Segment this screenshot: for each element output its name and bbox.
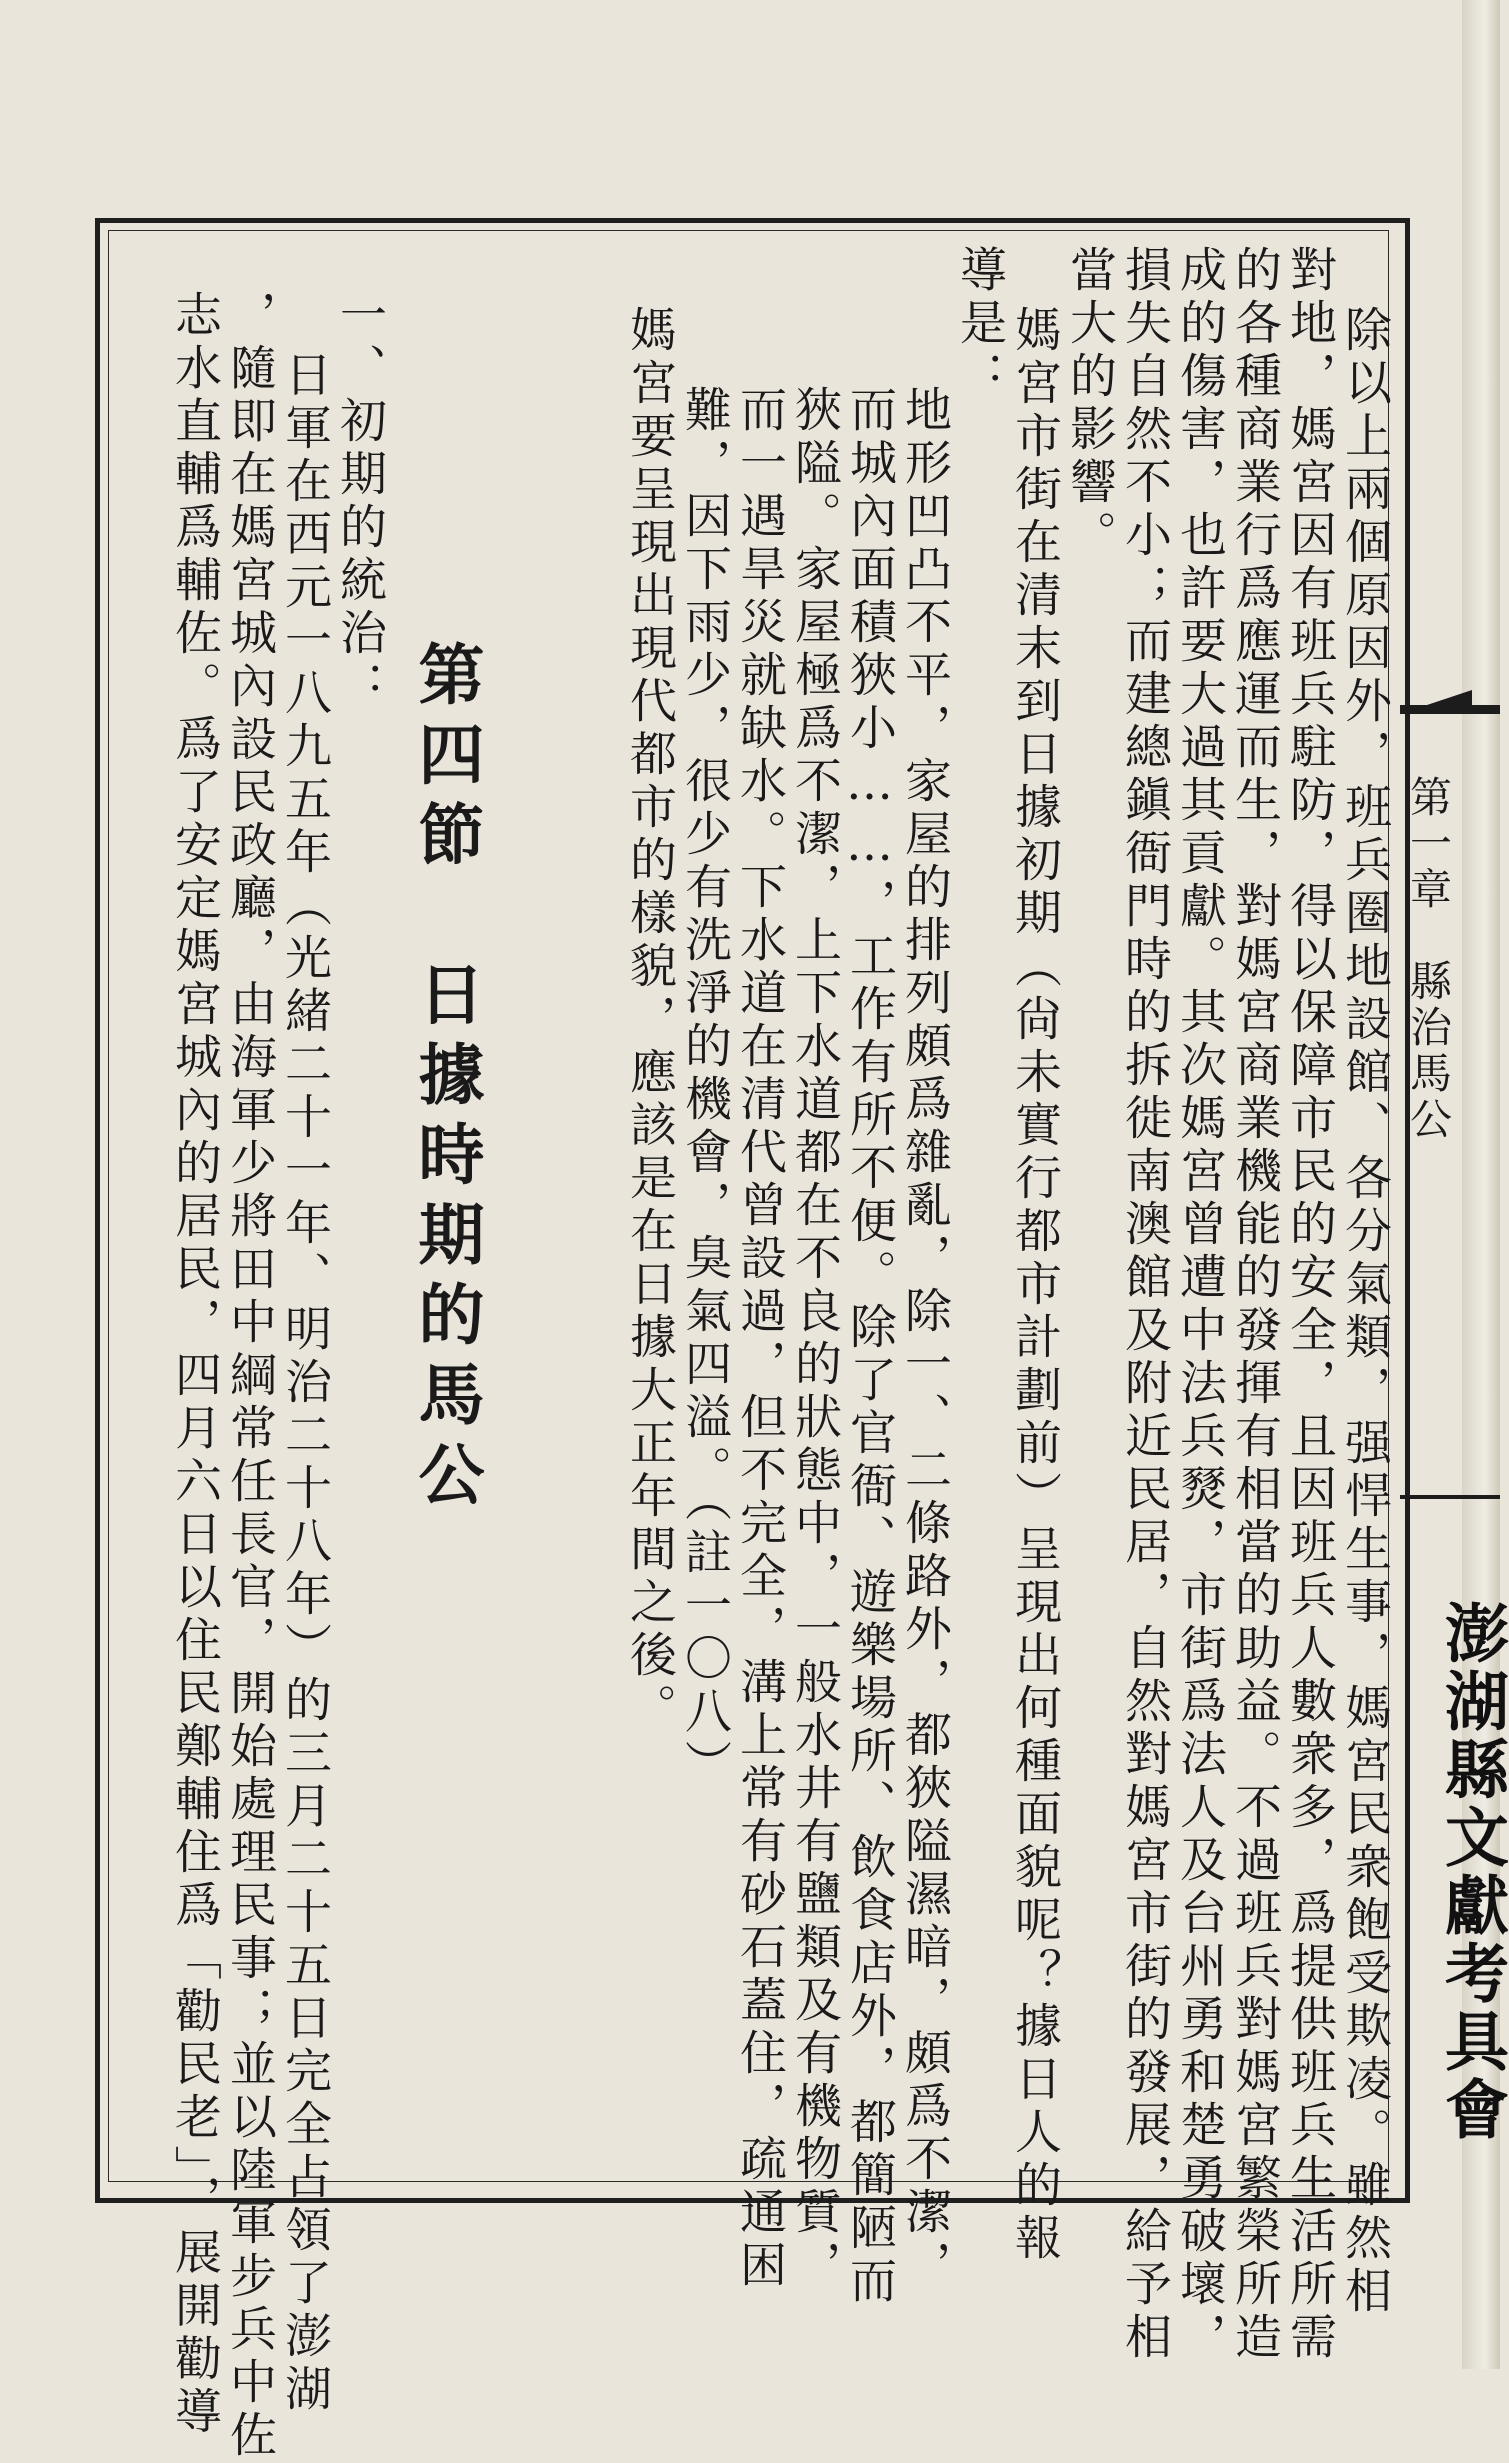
quote-column: 地形凹凸不平，家屋的排列頗爲雜亂，除一、二條路外，都狹隘濕暗，頗爲不潔， xyxy=(897,385,952,2293)
text-column: 日軍在西元一八九五年（光緒二十一年、明治二十八年）的三月二十五日完全占領了澎湖 xyxy=(277,350,332,2417)
quote-column: 難，因下雨少，很少有洗淨的機會，臭氣四溢。（註一〇八） xyxy=(677,385,732,1793)
header-rule-bottom xyxy=(1400,1495,1500,1499)
running-header: 第一章 縣治馬公 xyxy=(1404,775,1453,1143)
text-column: 成的傷害，也許要大過其貢獻。其次媽宮曾遭中法兵燹，市街爲法人及台州勇和楚勇破壞， xyxy=(1172,245,1227,2365)
text-column: 損失自然不小；而建總鎭衙門時的拆徙南澳館及附近民居，自然對媽宮市街的發展，給予相 xyxy=(1117,245,1172,2365)
text-column: 志水直輔爲輔佐。爲了安定媽宮城內的居民，四月六日以住民鄭輔住爲「勸民老」，展開勸導 xyxy=(167,290,222,2440)
book-title: 澎湖縣文獻考具會 xyxy=(1434,1600,1509,2144)
text-column: 對地，媽宮因有班兵駐防，得以保障市民的安全，且因班兵人數衆多，爲提供班兵生活所需 xyxy=(1282,245,1337,2365)
text-column: 的各種商業行爲應運而生，對媽宮商業機能的發揮有相當的助益。不過班兵對媽宮繁榮所造 xyxy=(1227,245,1282,2365)
quote-column: 而一遇旱災就缺水。下水道在清代曾設過，但不完全，溝上常有砂石蓋住，疏通困 xyxy=(732,385,787,2293)
quote-column: 而城內面積狹小……，工作有所不便。除了官衙、遊樂場所、飲食店外，都簡陋而 xyxy=(842,385,897,2309)
text-column: 媽宮市街在清末到日據初期（尙未實行都市計劃前）呈現出何種面貌呢？據日人的報 xyxy=(1007,305,1062,2266)
text-column: 導是： xyxy=(952,245,1007,404)
section-heading: 第四節 日據時期的馬公 xyxy=(407,640,485,1520)
text-column: 媽宮要呈現出現代都市的樣貌，應該是在日據大正年間之後。 xyxy=(622,305,677,1736)
text-column: ，隨即在媽宮城內設民政廳，由海軍少將田中綱常任長官，開始處理民事；並以陸軍步兵中佐 xyxy=(222,290,277,2463)
sub-heading: 一、初期的統治： xyxy=(332,290,387,714)
text-column: 除以上兩個原因外，班兵圈地設館、各分氣類，强悍生事，媽宮民衆飽受欺凌。雖然相 xyxy=(1337,305,1392,2319)
header-rule-top xyxy=(1400,705,1500,714)
quote-column: 狹隘。家屋極爲不潔，上下水道都在不良的狀態中，一般水井有鹽類及有機物質， xyxy=(787,385,842,2293)
text-column: 當大的影響。 xyxy=(1062,245,1117,563)
